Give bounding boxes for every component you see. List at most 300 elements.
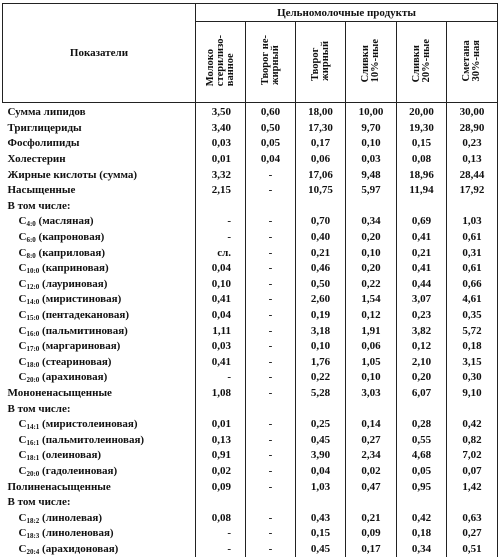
row-label-text: (олеиновая) xyxy=(39,449,101,461)
value-cell: 0,02 xyxy=(346,464,397,480)
value-cell: 0,10 xyxy=(346,245,397,261)
value-cell: 7,02 xyxy=(447,448,498,464)
carbon-symbol: C xyxy=(19,215,27,227)
value-cell: 0,13 xyxy=(196,432,246,448)
value-cell xyxy=(346,199,397,215)
fatty-acid-index: 17:0 xyxy=(26,345,39,353)
value-cell: 0,61 xyxy=(447,261,498,277)
row-label xyxy=(3,103,196,121)
value-cell: 0,43 xyxy=(296,510,346,526)
value-cell: 3,40 xyxy=(196,121,246,137)
value-cell: 1,11 xyxy=(196,323,246,339)
value-cell xyxy=(397,495,447,511)
row-label xyxy=(3,136,196,152)
value-cell xyxy=(296,401,346,417)
value-cell: 0,70 xyxy=(296,214,346,230)
table-row xyxy=(3,292,498,308)
value-cell: - xyxy=(246,261,296,277)
value-cell: 9,70 xyxy=(346,121,397,137)
table-row xyxy=(3,103,498,121)
fatty-acid-index: 18:1 xyxy=(26,454,39,462)
carbon-symbol: C xyxy=(19,247,27,259)
value-cell: 0,15 xyxy=(296,526,346,542)
column-header: Творог не- жирный xyxy=(246,22,296,103)
value-cell: 0,03 xyxy=(196,136,246,152)
value-cell: 0,05 xyxy=(246,136,296,152)
row-label-text: Мононенасыщенные xyxy=(8,387,112,399)
row-label-text: (гадолеиновая) xyxy=(39,465,117,477)
row-label xyxy=(3,199,196,215)
table-row xyxy=(3,323,498,339)
carbon-symbol: C xyxy=(19,293,27,305)
value-cell: 9,10 xyxy=(447,386,498,402)
value-cell: 30,00 xyxy=(447,103,498,121)
value-cell: 0,10 xyxy=(346,370,397,386)
value-cell: 1,03 xyxy=(296,479,346,495)
row-label xyxy=(3,542,196,557)
product-group-header: Цельномолочные продукты xyxy=(196,4,498,22)
carbon-symbol: C xyxy=(19,543,27,555)
table-row xyxy=(3,417,498,433)
value-cell: 0,23 xyxy=(447,136,498,152)
table-row xyxy=(3,121,498,137)
column-header: Сметана 30%-ная xyxy=(447,22,498,103)
value-cell: - xyxy=(246,417,296,433)
row-label-text: (миристолеиновая) xyxy=(39,418,137,430)
value-cell: 0,41 xyxy=(196,292,246,308)
value-cell: 3,50 xyxy=(196,103,246,121)
carbon-symbol: C xyxy=(19,434,27,446)
value-cell: 0,63 xyxy=(447,510,498,526)
value-cell: - xyxy=(246,308,296,324)
value-cell: - xyxy=(246,230,296,246)
value-cell: 3,82 xyxy=(397,323,447,339)
value-cell: 1,03 xyxy=(447,214,498,230)
row-label xyxy=(3,526,196,542)
value-cell: 0,08 xyxy=(397,152,447,168)
table-row xyxy=(3,199,498,215)
table-row xyxy=(3,479,498,495)
row-label xyxy=(3,479,196,495)
value-cell: - xyxy=(246,370,296,386)
carbon-symbol: C xyxy=(19,465,27,477)
fatty-acid-index: 6:0 xyxy=(26,236,35,244)
value-cell xyxy=(196,401,246,417)
column-header: Молоко стерилизо- ванное xyxy=(196,22,246,103)
value-cell: 0,42 xyxy=(447,417,498,433)
row-label xyxy=(3,292,196,308)
value-cell: 0,31 xyxy=(447,245,498,261)
fatty-acid-index: 18:0 xyxy=(26,361,39,369)
fatty-acid-index: 18:3 xyxy=(26,532,39,540)
value-cell: 0,50 xyxy=(246,121,296,137)
column-header: Сливки 20%-ные xyxy=(397,22,447,103)
row-label xyxy=(3,214,196,230)
row-label-text: (стеариновая) xyxy=(39,356,111,368)
fatty-acid-index: 10:0 xyxy=(26,267,39,275)
value-cell: 0,03 xyxy=(196,339,246,355)
row-label-text: (капроновая) xyxy=(36,231,105,243)
value-cell: 0,41 xyxy=(196,355,246,371)
table-row xyxy=(3,277,498,293)
value-cell: 17,06 xyxy=(296,167,346,183)
value-cell: - xyxy=(246,214,296,230)
value-cell: 0,08 xyxy=(196,510,246,526)
carbon-symbol: C xyxy=(19,309,27,321)
table-body xyxy=(3,103,498,557)
value-cell: - xyxy=(196,370,246,386)
row-label xyxy=(3,152,196,168)
value-cell: 0,55 xyxy=(397,432,447,448)
value-cell: 0,13 xyxy=(447,152,498,168)
value-cell: 4,68 xyxy=(397,448,447,464)
value-cell: 0,10 xyxy=(196,277,246,293)
carbon-symbol: C xyxy=(19,527,27,539)
table-row xyxy=(3,510,498,526)
row-label xyxy=(3,401,196,417)
row-label-text: (лауриновая) xyxy=(39,278,107,290)
value-cell: 0,82 xyxy=(447,432,498,448)
value-cell: 0,04 xyxy=(196,308,246,324)
value-cell: 4,61 xyxy=(447,292,498,308)
value-cell: 6,07 xyxy=(397,386,447,402)
value-cell: 1,76 xyxy=(296,355,346,371)
row-label xyxy=(3,339,196,355)
value-cell: - xyxy=(246,339,296,355)
table-row xyxy=(3,245,498,261)
row-label-text: Триглицериды xyxy=(8,122,82,134)
table-row xyxy=(3,183,498,199)
value-cell: 0,40 xyxy=(296,230,346,246)
value-cell: 0,20 xyxy=(346,261,397,277)
row-label xyxy=(3,464,196,480)
table-row xyxy=(3,167,498,183)
table-row xyxy=(3,386,498,402)
value-cell xyxy=(447,495,498,511)
value-cell: - xyxy=(246,355,296,371)
value-cell: 0,18 xyxy=(447,339,498,355)
value-cell: - xyxy=(246,542,296,557)
value-cell: 3,03 xyxy=(346,386,397,402)
row-label-text: Фосфолипиды xyxy=(8,137,80,149)
table-row xyxy=(3,230,498,246)
row-label-text: Сумма липидов xyxy=(8,106,86,118)
value-cell: 3,18 xyxy=(296,323,346,339)
row-label-text: Холестерин xyxy=(8,153,66,165)
value-cell: 0,09 xyxy=(196,479,246,495)
table-row xyxy=(3,464,498,480)
value-cell: 1,05 xyxy=(346,355,397,371)
value-cell: 0,22 xyxy=(296,370,346,386)
row-label-text: В том числе: xyxy=(8,403,71,415)
value-cell: 2,34 xyxy=(346,448,397,464)
table-row xyxy=(3,308,498,324)
value-cell: 17,30 xyxy=(296,121,346,137)
row-label-text: (линоленовая) xyxy=(39,527,113,539)
value-cell: 10,00 xyxy=(346,103,397,121)
value-cell: 2,10 xyxy=(397,355,447,371)
value-cell: - xyxy=(246,292,296,308)
row-label-text: (каприловая) xyxy=(36,247,105,259)
value-cell: 5,72 xyxy=(447,323,498,339)
value-cell: 0,20 xyxy=(346,230,397,246)
carbon-symbol: C xyxy=(19,262,27,274)
value-cell: 0,17 xyxy=(346,542,397,557)
value-cell xyxy=(346,495,397,511)
value-cell xyxy=(397,199,447,215)
value-cell: - xyxy=(246,323,296,339)
value-cell: 0,28 xyxy=(397,417,447,433)
value-cell: 0,41 xyxy=(397,230,447,246)
value-cell: 0,60 xyxy=(246,103,296,121)
value-cell: 0,02 xyxy=(196,464,246,480)
value-cell: 9,48 xyxy=(346,167,397,183)
value-cell: - xyxy=(196,542,246,557)
value-cell: 0,14 xyxy=(346,417,397,433)
value-cell: - xyxy=(246,510,296,526)
value-cell: - xyxy=(246,479,296,495)
value-cell: - xyxy=(246,167,296,183)
fatty-acid-index: 16:1 xyxy=(26,439,39,447)
row-label xyxy=(3,448,196,464)
table-row xyxy=(3,214,498,230)
value-cell: - xyxy=(246,464,296,480)
value-cell: 17,92 xyxy=(447,183,498,199)
row-label-text: Жирные кислоты (сумма) xyxy=(8,169,138,181)
value-cell: 3,90 xyxy=(296,448,346,464)
value-cell: 20,00 xyxy=(397,103,447,121)
value-cell: - xyxy=(246,245,296,261)
fatty-acid-index: 18:2 xyxy=(26,517,39,525)
value-cell: 3,15 xyxy=(447,355,498,371)
value-cell xyxy=(397,401,447,417)
value-cell xyxy=(196,199,246,215)
table-row xyxy=(3,152,498,168)
value-cell xyxy=(246,495,296,511)
value-cell: - xyxy=(246,386,296,402)
carbon-symbol: C xyxy=(19,449,27,461)
row-label-text: (пальмитолеиновая) xyxy=(39,434,144,446)
carbon-symbol: C xyxy=(19,356,27,368)
fatty-acid-index: 14:0 xyxy=(26,298,39,306)
fatty-acid-index: 20:4 xyxy=(26,548,39,556)
value-cell: 0,04 xyxy=(296,464,346,480)
value-cell: 0,45 xyxy=(296,542,346,557)
value-cell: 0,44 xyxy=(397,277,447,293)
value-cell: 0,22 xyxy=(346,277,397,293)
row-label xyxy=(3,121,196,137)
value-cell: 0,34 xyxy=(397,542,447,557)
carbon-symbol: C xyxy=(19,512,27,524)
value-cell: - xyxy=(246,432,296,448)
row-label xyxy=(3,261,196,277)
row-label xyxy=(3,167,196,183)
value-cell: 0,95 xyxy=(397,479,447,495)
value-cell: 0,15 xyxy=(397,136,447,152)
value-cell: 0,34 xyxy=(346,214,397,230)
table-row xyxy=(3,370,498,386)
row-label-text: (миристиновая) xyxy=(39,293,121,305)
value-cell xyxy=(296,495,346,511)
table-row xyxy=(3,401,498,417)
value-cell: 0,19 xyxy=(296,308,346,324)
table-row xyxy=(3,355,498,371)
row-label xyxy=(3,432,196,448)
table-row xyxy=(3,448,498,464)
value-cell: 0,61 xyxy=(447,230,498,246)
value-cell: 0,25 xyxy=(296,417,346,433)
value-cell: 0,20 xyxy=(397,370,447,386)
table-row xyxy=(3,526,498,542)
value-cell: 2,15 xyxy=(196,183,246,199)
carbon-symbol: C xyxy=(19,231,27,243)
value-cell: 0,10 xyxy=(296,339,346,355)
fatty-acid-index: 20:0 xyxy=(26,376,39,384)
value-cell: 0,47 xyxy=(346,479,397,495)
value-cell: 0,27 xyxy=(346,432,397,448)
value-cell: 28,90 xyxy=(447,121,498,137)
row-label-text: В том числе: xyxy=(8,200,71,212)
value-cell: 0,30 xyxy=(447,370,498,386)
carbon-symbol: C xyxy=(19,278,27,290)
row-label xyxy=(3,230,196,246)
row-label xyxy=(3,308,196,324)
column-header: Творог жирный xyxy=(296,22,346,103)
value-cell: 18,00 xyxy=(296,103,346,121)
value-cell: 0,04 xyxy=(196,261,246,277)
row-label-text: Насыщенные xyxy=(8,184,76,196)
value-cell: 0,66 xyxy=(447,277,498,293)
value-cell xyxy=(246,199,296,215)
fatty-acid-index: 8:0 xyxy=(26,252,35,260)
value-cell: - xyxy=(246,183,296,199)
value-cell: 0,01 xyxy=(196,417,246,433)
table-row xyxy=(3,339,498,355)
value-cell xyxy=(447,199,498,215)
fatty-acid-index: 4:0 xyxy=(26,220,35,228)
value-cell: сл. xyxy=(196,245,246,261)
value-cell: 11,94 xyxy=(397,183,447,199)
row-label xyxy=(3,370,196,386)
value-cell: 0,01 xyxy=(196,152,246,168)
value-cell: 3,07 xyxy=(397,292,447,308)
value-cell: 28,44 xyxy=(447,167,498,183)
fatty-acid-index: 20:0 xyxy=(26,470,39,478)
value-cell: 0,21 xyxy=(296,245,346,261)
value-cell: 0,09 xyxy=(346,526,397,542)
row-label-text: (линолевая) xyxy=(39,512,102,524)
table-row xyxy=(3,432,498,448)
row-label-text: (масляная) xyxy=(36,215,94,227)
fatty-acid-index: 15:0 xyxy=(26,314,39,322)
row-label xyxy=(3,417,196,433)
value-cell: 0,23 xyxy=(397,308,447,324)
carbon-symbol: C xyxy=(19,325,27,337)
value-cell: 5,97 xyxy=(346,183,397,199)
row-label-text: (каприновая) xyxy=(39,262,108,274)
indicator-header: Показатели xyxy=(3,4,196,103)
value-cell: 1,08 xyxy=(196,386,246,402)
row-label xyxy=(3,277,196,293)
row-label xyxy=(3,495,196,511)
row-label xyxy=(3,323,196,339)
value-cell: 1,42 xyxy=(447,479,498,495)
value-cell: 0,10 xyxy=(346,136,397,152)
carbon-symbol: C xyxy=(19,371,27,383)
value-cell: 0,45 xyxy=(296,432,346,448)
table-row xyxy=(3,136,498,152)
value-cell: - xyxy=(246,448,296,464)
lipid-composition-table xyxy=(2,3,498,557)
row-label xyxy=(3,355,196,371)
column-header: Сливки 10%-ные xyxy=(346,22,397,103)
value-cell: - xyxy=(196,230,246,246)
row-label-text: (маргариновая) xyxy=(39,340,120,352)
value-cell: 0,27 xyxy=(447,526,498,542)
value-cell: 0,50 xyxy=(296,277,346,293)
value-cell: - xyxy=(196,526,246,542)
value-cell: 19,30 xyxy=(397,121,447,137)
value-cell: 0,07 xyxy=(447,464,498,480)
row-label-text: (арахидоновая) xyxy=(39,543,118,555)
value-cell xyxy=(447,401,498,417)
value-cell: 2,60 xyxy=(296,292,346,308)
value-cell: 0,12 xyxy=(346,308,397,324)
value-cell xyxy=(296,199,346,215)
row-label-text: (пентадекановая) xyxy=(39,309,129,321)
value-cell: 0,51 xyxy=(447,542,498,557)
value-cell: - xyxy=(246,526,296,542)
value-cell xyxy=(196,495,246,511)
value-cell: 0,46 xyxy=(296,261,346,277)
table-row xyxy=(3,542,498,557)
carbon-symbol: C xyxy=(19,418,27,430)
fatty-acid-index: 14:1 xyxy=(26,423,39,431)
value-cell: 0,69 xyxy=(397,214,447,230)
row-label xyxy=(3,183,196,199)
value-cell: 5,28 xyxy=(296,386,346,402)
fatty-acid-index: 12:0 xyxy=(26,283,39,291)
value-cell: 0,12 xyxy=(397,339,447,355)
value-cell: 0,21 xyxy=(346,510,397,526)
value-cell: 0,06 xyxy=(346,339,397,355)
fatty-acid-index: 16:0 xyxy=(26,330,39,338)
value-cell: 0,35 xyxy=(447,308,498,324)
value-cell: 3,32 xyxy=(196,167,246,183)
value-cell: 18,96 xyxy=(397,167,447,183)
value-cell: 0,06 xyxy=(296,152,346,168)
row-label-text: Полиненасыщенные xyxy=(8,481,111,493)
row-label xyxy=(3,510,196,526)
value-cell xyxy=(346,401,397,417)
value-cell: 0,05 xyxy=(397,464,447,480)
value-cell: 0,21 xyxy=(397,245,447,261)
table-row xyxy=(3,261,498,277)
value-cell: 0,91 xyxy=(196,448,246,464)
value-cell: 0,18 xyxy=(397,526,447,542)
value-cell: - xyxy=(196,214,246,230)
value-cell: 0,03 xyxy=(346,152,397,168)
carbon-symbol: C xyxy=(19,340,27,352)
row-label xyxy=(3,386,196,402)
row-label-text: (пальмитиновая) xyxy=(39,325,128,337)
value-cell: 0,17 xyxy=(296,136,346,152)
value-cell: - xyxy=(246,277,296,293)
row-label-text: (арахиновая) xyxy=(39,371,107,383)
value-cell: 0,04 xyxy=(246,152,296,168)
value-cell xyxy=(246,401,296,417)
table-row xyxy=(3,495,498,511)
